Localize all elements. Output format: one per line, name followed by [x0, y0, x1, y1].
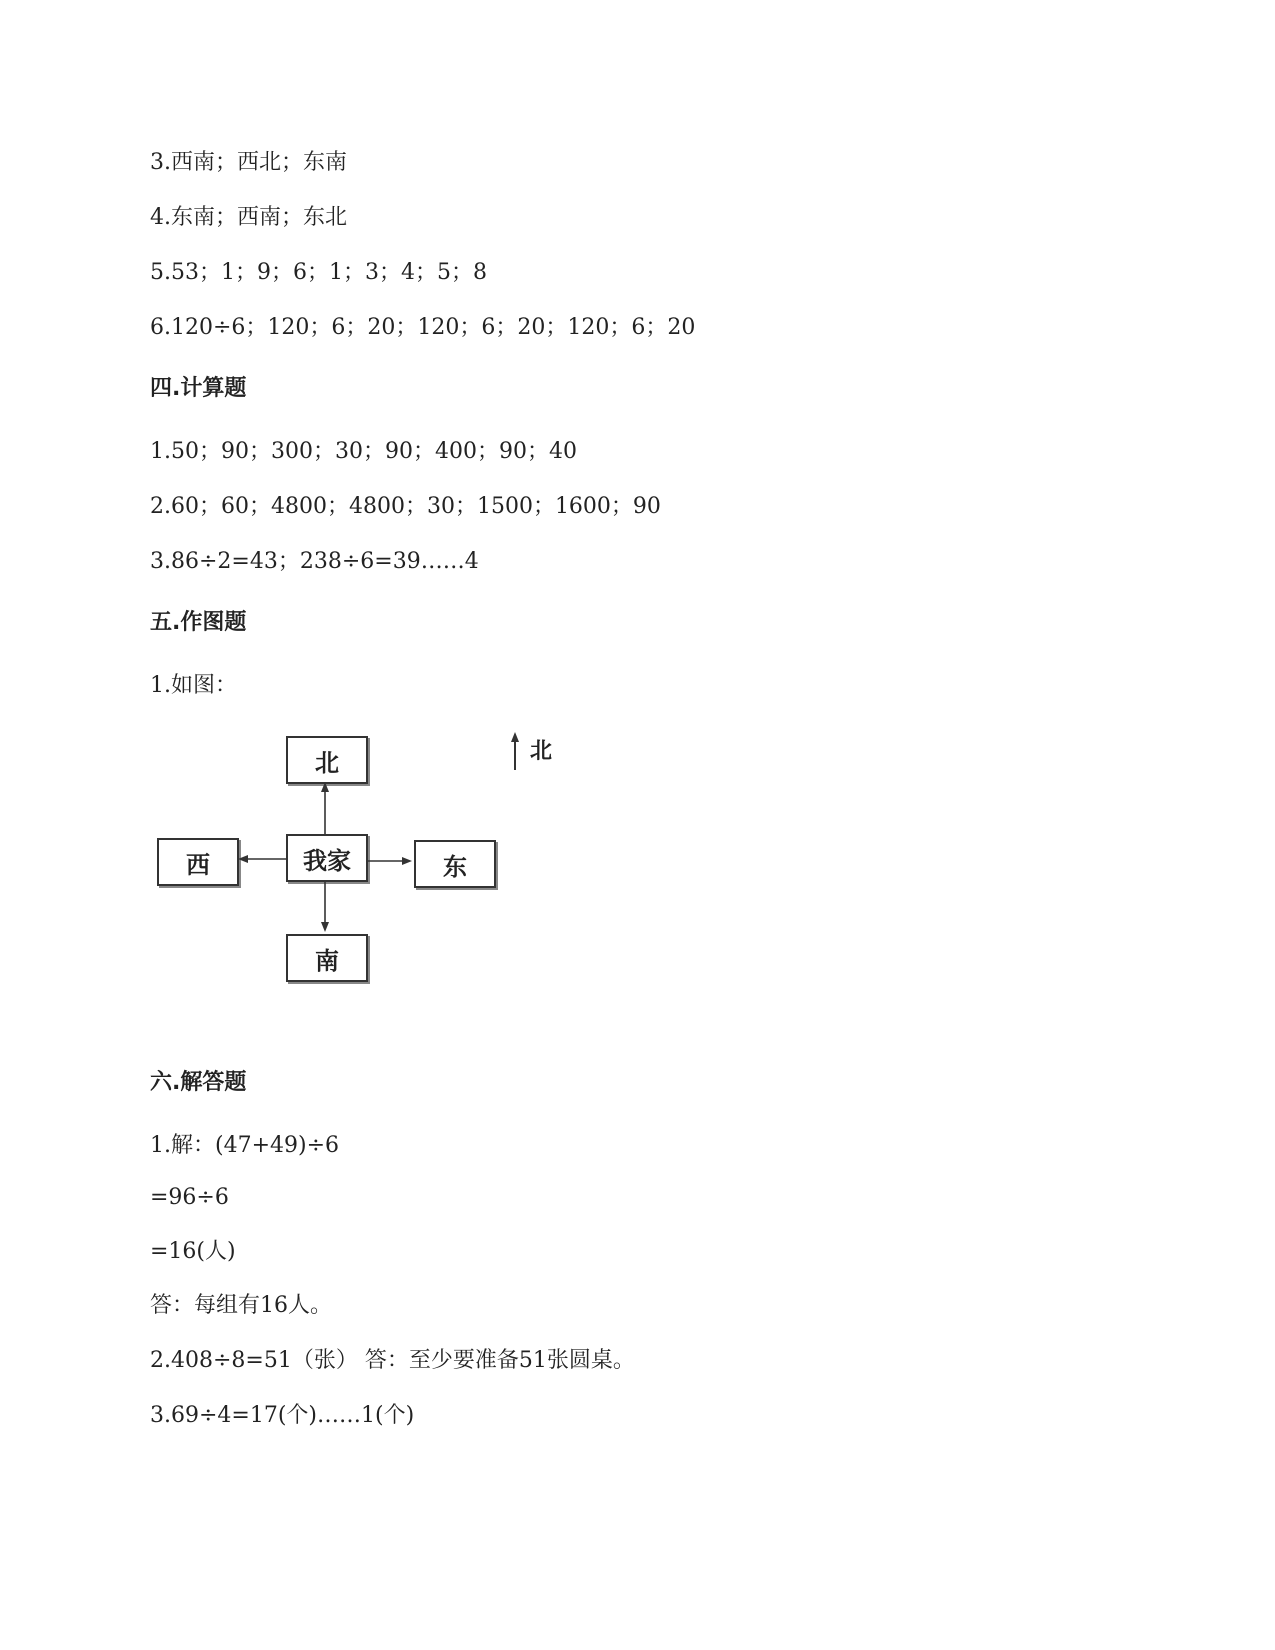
north-box-label: 北 — [315, 747, 339, 777]
north-box — [286, 736, 368, 784]
section6-line-1: 1.解：(47+49)÷6 — [150, 1133, 340, 1158]
arrowhead-south — [321, 922, 329, 932]
east-box — [414, 840, 496, 888]
section4-line-2: 2.60；60；4800；4800；30；1500；1600；90 — [150, 494, 661, 519]
west-box — [157, 838, 239, 886]
direction-diagram — [150, 738, 600, 1040]
answer-4: 4.东南；西南；东北 — [150, 205, 347, 230]
section6-line-3: =16(人) — [150, 1239, 236, 1264]
answer-6: 6.120÷6；120；6；20；120；6；20；120；6；20 — [150, 315, 696, 340]
home-box — [286, 834, 368, 882]
section6-line-4: 答：每组有16人。 — [150, 1293, 332, 1318]
arrowhead-west — [238, 855, 248, 863]
compass-north-label: 北 — [530, 738, 553, 764]
section6-title: 六.解答题 — [150, 1070, 247, 1095]
section4-title: 四.计算题 — [150, 376, 247, 401]
section5-line-1: 1.如图： — [150, 673, 237, 698]
home-box-label: 我家 — [303, 845, 351, 875]
west-box-label: 西 — [186, 849, 210, 879]
compass-north-arrow-icon — [508, 730, 522, 774]
south-box-label: 南 — [315, 945, 339, 975]
east-box-label: 东 — [443, 851, 467, 881]
answer-3: 3.西南；西北；东南 — [150, 150, 347, 175]
section6-line-2: =96÷6 — [150, 1185, 229, 1210]
section4-line-1: 1.50；90；300；30；90；400；90；40 — [150, 439, 577, 464]
south-box — [286, 934, 368, 982]
section5-title: 五.作图题 — [150, 610, 247, 635]
arrowhead-east — [402, 857, 412, 865]
section6-line-5: 2.408÷8=51（张） 答：至少要准备51张圆桌。 — [150, 1348, 635, 1373]
answer-5: 5.53；1；9；6；1；3；4；5；8 — [150, 260, 487, 285]
section4-line-3: 3.86÷2=43；238÷6=39……4 — [150, 549, 479, 574]
section6-line-6: 3.69÷4=17(个)……1(个) — [150, 1403, 415, 1428]
